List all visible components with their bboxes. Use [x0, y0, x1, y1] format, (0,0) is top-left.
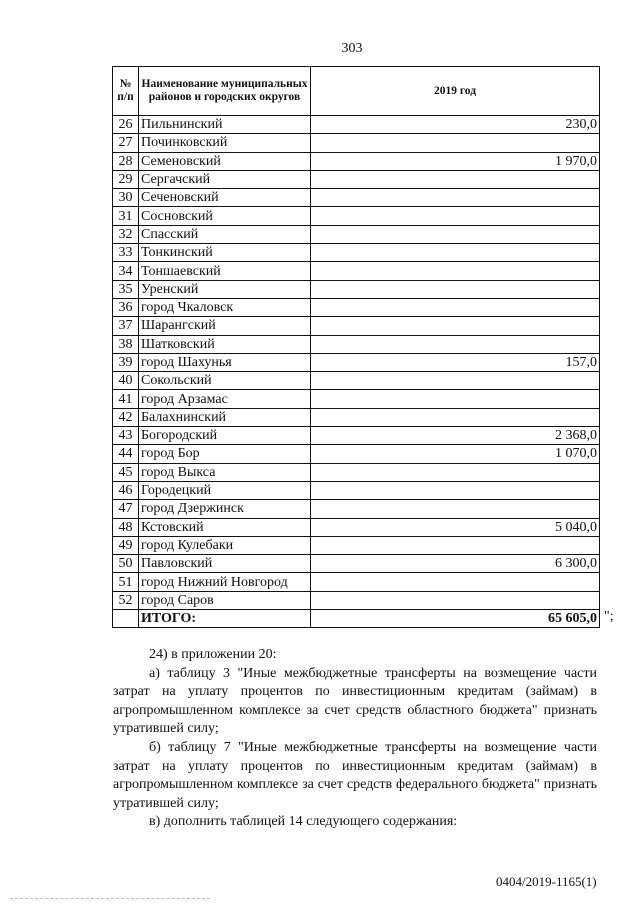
row-value: [311, 408, 600, 426]
row-value: [311, 591, 600, 609]
total-row: [113, 610, 600, 628]
row-name: Спасский: [139, 225, 311, 243]
total-value: 65 605,0: [311, 610, 600, 628]
row-value: [311, 262, 600, 280]
row-name: Городецкий: [139, 481, 311, 499]
row-name: Богородский: [139, 427, 311, 445]
table-row: [113, 280, 600, 298]
row-value: [311, 500, 600, 518]
row-value: [311, 317, 600, 335]
row-number: 29: [113, 170, 139, 188]
row-value: [311, 298, 600, 316]
row-number: 40: [113, 372, 139, 390]
total-label: ИТОГО:: [139, 610, 311, 628]
table-row: [113, 116, 600, 134]
total-num-cell: [113, 610, 139, 628]
row-value: 1 970,0: [311, 152, 600, 170]
row-value: [311, 481, 600, 499]
row-value: [311, 463, 600, 481]
row-number: 39: [113, 353, 139, 371]
row-number: 46: [113, 481, 139, 499]
row-name: город Бор: [139, 445, 311, 463]
table-row: [113, 353, 600, 371]
table-row: [113, 262, 600, 280]
row-name: Сосновский: [139, 207, 311, 225]
table-row: [113, 463, 600, 481]
table-row: [113, 317, 600, 335]
table-row: [113, 427, 600, 445]
row-number: 28: [113, 152, 139, 170]
row-name: Семеновский: [139, 152, 311, 170]
row-name: Починковский: [139, 134, 311, 152]
row-value: [311, 189, 600, 207]
header-num: № п/п: [113, 67, 139, 116]
row-value: [311, 280, 600, 298]
row-value: [311, 536, 600, 554]
row-name: Сергачский: [139, 170, 311, 188]
row-name: Тонкинский: [139, 244, 311, 262]
row-value: 230,0: [311, 116, 600, 134]
row-number: 44: [113, 445, 139, 463]
row-name: Шарангский: [139, 317, 311, 335]
document-code: 0404/2019-1165(1): [496, 874, 597, 889]
closing-quote: ";: [604, 609, 614, 624]
row-number: 47: [113, 500, 139, 518]
row-value: [311, 207, 600, 225]
page-number: 303: [341, 41, 363, 56]
row-number: 31: [113, 207, 139, 225]
row-number: 26: [113, 116, 139, 134]
paragraph-b: б) таблицу 7 "Иные межбюджетные трансферты на возмещение части затрат на уплату процентов по инвестиционным кредитам (займам) в агропромышленном комплексе за счет средств федерального бюджета" признать утратившей силу;: [113, 739, 597, 811]
header-year: 2019 год: [311, 67, 600, 116]
row-number: 41: [113, 390, 139, 408]
row-number: 37: [113, 317, 139, 335]
table-row: [113, 408, 600, 426]
row-name: Павловский: [139, 555, 311, 573]
row-number: 27: [113, 134, 139, 152]
row-value: 2 368,0: [311, 427, 600, 445]
table-row: [113, 573, 600, 591]
row-name: город Кулебаки: [139, 536, 311, 554]
row-name: Уренский: [139, 280, 311, 298]
row-number: 38: [113, 335, 139, 353]
table-row: [113, 152, 600, 170]
table-row: [113, 555, 600, 573]
table-row: [113, 536, 600, 554]
row-number: 52: [113, 591, 139, 609]
table-row: [113, 170, 600, 188]
scan-edge-line: [10, 898, 210, 900]
table-row: [113, 372, 600, 390]
row-value: 6 300,0: [311, 555, 600, 573]
table-row: [113, 445, 600, 463]
row-name: город Арзамас: [139, 390, 311, 408]
table-row: [113, 207, 600, 225]
row-value: [311, 170, 600, 188]
row-name: город Дзержинск: [139, 500, 311, 518]
row-number: 49: [113, 536, 139, 554]
row-value: [311, 372, 600, 390]
paragraph-c: в) дополнить таблицей 14 следующего содержания:: [149, 814, 458, 830]
budget-table: [112, 66, 600, 628]
table-row: [113, 335, 600, 353]
table-row: [113, 481, 600, 499]
header-name: Наименование муниципальных районов и городских округов: [139, 67, 311, 116]
row-value: 5 040,0: [311, 518, 600, 536]
row-number: 32: [113, 225, 139, 243]
row-value: 1 070,0: [311, 445, 600, 463]
row-name: Сеченовский: [139, 189, 311, 207]
row-value: [311, 134, 600, 152]
row-value: [311, 573, 600, 591]
paragraph-a: а) таблицу 3 "Иные межбюджетные трансферты на возмещение части затрат на уплату процентов по инвестиционным кредитам (займам) в агропромышленном комплексе за счет средств областного бюджета" признать утратившей силу;: [113, 665, 597, 737]
table-row: [113, 298, 600, 316]
table-row: [113, 500, 600, 518]
row-number: 36: [113, 298, 139, 316]
row-number: 43: [113, 427, 139, 445]
row-name: Сокольский: [139, 372, 311, 390]
row-number: 33: [113, 244, 139, 262]
table-row: [113, 390, 600, 408]
table-row: [113, 225, 600, 243]
row-name: Кстовский: [139, 518, 311, 536]
table-row: [113, 591, 600, 609]
row-value: 157,0: [311, 353, 600, 371]
row-number: 30: [113, 189, 139, 207]
row-name: Балахнинский: [139, 408, 311, 426]
row-number: 34: [113, 262, 139, 280]
body-text: [113, 646, 597, 832]
table-row: [113, 134, 600, 152]
row-number: 51: [113, 573, 139, 591]
row-number: 48: [113, 518, 139, 536]
row-name: город Саров: [139, 591, 311, 609]
table-row: [113, 244, 600, 262]
row-number: 35: [113, 280, 139, 298]
row-name: город Нижний Новгород: [139, 573, 311, 591]
row-value: [311, 390, 600, 408]
row-value: [311, 225, 600, 243]
row-name: город Чкаловск: [139, 298, 311, 316]
table-row: [113, 189, 600, 207]
row-value: [311, 335, 600, 353]
row-name: Шатковский: [139, 335, 311, 353]
row-name: город Выкса: [139, 463, 311, 481]
row-number: 45: [113, 463, 139, 481]
paragraph-24: 24) в приложении 20:: [149, 647, 277, 662]
row-value: [311, 244, 600, 262]
table-row: [113, 518, 600, 536]
table-header-row: [113, 67, 600, 116]
row-name: Пильнинский: [139, 116, 311, 134]
row-number: 42: [113, 408, 139, 426]
row-name: Тоншаевский: [139, 262, 311, 280]
row-name: город Шахунья: [139, 353, 311, 371]
row-number: 50: [113, 555, 139, 573]
